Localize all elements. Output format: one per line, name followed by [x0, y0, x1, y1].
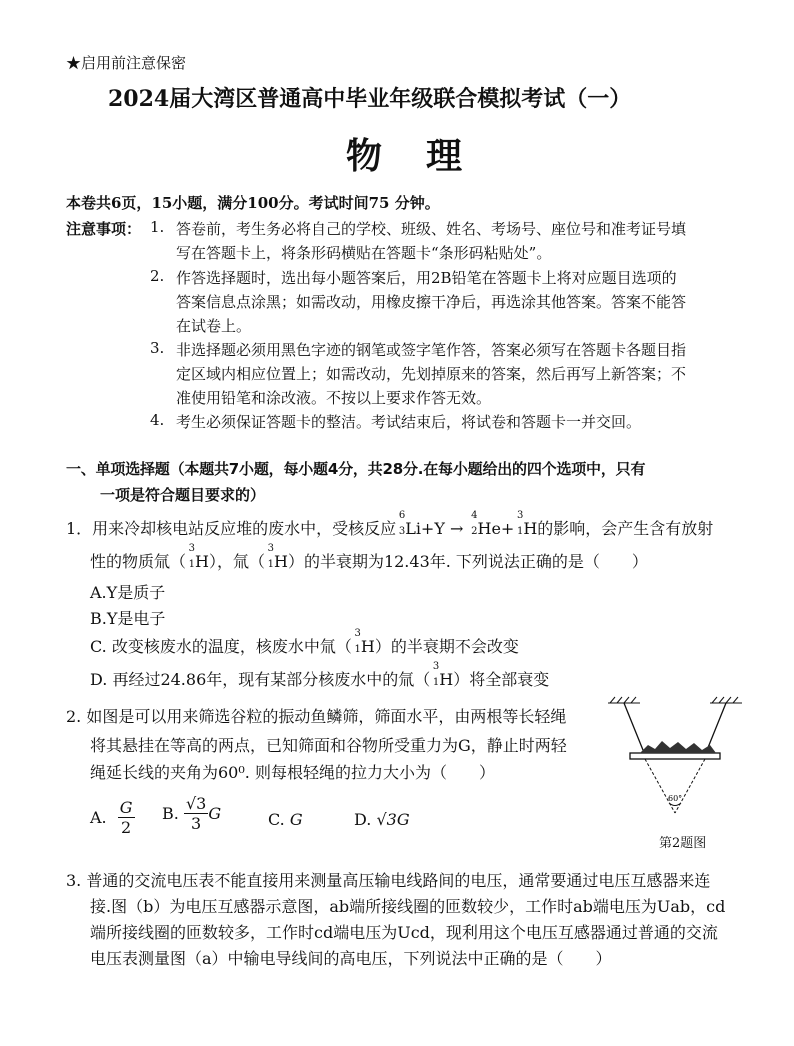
subject-title: 物 理 — [346, 135, 467, 177]
question-1-stem-line2: 性的物质氚（ 3 1 H），氚（ 3 1 H）的半衰期为12.43年. 下列说法正确的是（ ） — [90, 543, 648, 571]
question-3-line: 端所接线圈的匝数较多，工作时cd端电压为Ucd，现利用这个电压互感器通过普通的交流 — [90, 923, 718, 942]
sieve-surface — [630, 753, 720, 759]
option-b[interactable]: B.Y是电子 — [90, 609, 166, 628]
question-3-line: 电压表测量图（a）中输电导线间的高电压，下列说法中正确的是（ ） — [90, 949, 612, 968]
q1-stem-text: 1．用来冷却核电站反应堆的废水中，受核反应 — [66, 519, 397, 538]
note-line: 答卷前，考生务必将自己的学校、班级、姓名、考场号、座位号和准考证号填 — [176, 220, 687, 238]
right-extension — [675, 759, 705, 813]
question-3-line: 接.图（b）为电压互感器示意图，ab端所接线圈的匝数较少，工作时ab端电压为Uab，cd — [90, 897, 726, 916]
exam-title: 2024届大湾区普通高中毕业年级联合模拟考试（一） — [108, 86, 632, 112]
isotope-h: 3 1 — [354, 628, 361, 655]
note-line: 作答选择题时，选出每小题答案后，用2B铅笔在答题卡上将对应题目选项的 — [176, 269, 677, 287]
left-ceiling-hatch — [608, 697, 640, 703]
note-line: 非选择题必须用黑色字迹的钢笔或签字笔作答，答案必须写在答题卡各题目指 — [176, 341, 687, 359]
left-extension — [645, 759, 675, 813]
q2-option-c[interactable]: C. G — [268, 810, 303, 829]
q2-option-d[interactable]: D. √3G — [354, 810, 410, 829]
grain-pile — [640, 741, 716, 753]
left-rope — [624, 703, 645, 755]
q2-option-b[interactable]: B. $\frac{√3}{3}$ G — [162, 794, 222, 833]
note-line: 写在答题卡上，将条形码横贴在答题卡“条形码粘贴处”。 — [176, 244, 552, 262]
question-2-line: 2. 如图是可以用来筛选谷粒的振动鱼鳞筛，筛面水平，由两根等长轻绳 — [66, 707, 567, 726]
notes-label: 注意事项： — [66, 220, 142, 238]
isotope-h: 3 1 — [267, 543, 274, 570]
figure-caption: 第2题图 — [659, 836, 707, 851]
isotope-h: 3 1 — [516, 510, 524, 537]
option-c[interactable]: C. 改变核废水的温度，核废水中氚（ 3 1 H）的半衰期不会改变 — [90, 628, 519, 656]
question-2-line: 绳延长线的夹角为60⁰. 则每根轻绳的拉力大小为（ ） — [90, 763, 495, 782]
option-d[interactable]: D. 再经过24.86年，现有某部分核废水中的氚（ 3 1 H）将全部衰变 — [90, 661, 550, 689]
isotope-he: 4 2 — [471, 510, 478, 537]
isotope-h: 3 1 — [432, 661, 440, 688]
q2-option-a[interactable]: A. $\frac{G}{2}$ — [90, 798, 133, 837]
note-number: 3. — [150, 339, 165, 357]
note-number: 4. — [150, 411, 165, 429]
note-number: 2. — [150, 267, 165, 285]
secret-mark: ★启用前注意保密 — [66, 54, 187, 72]
note-number: 1. — [150, 218, 165, 236]
section-heading-cont: 一项是符合题目要求的） — [100, 486, 266, 504]
exam-summary: 本卷共6页，15小题，满分100分。考试时间75 分钟。 — [66, 194, 440, 212]
note-line: 考生必须保证答题卡的整洁。考试结束后，将试卷和答题卡一并交回。 — [176, 413, 642, 431]
question-3-line: 3. 普通的交流电压表不能直接用来测量高压输电线路间的电压，通常要通过电压互感器来连 — [66, 871, 711, 890]
note-line: 在试卷上。 — [176, 317, 252, 335]
question-1-stem: 1．用来冷却核电站反应堆的废水中，受核反应 6 3 Li+Y → 4 2 He+ 3 1 H的影响，会产生含有放射 — [66, 510, 714, 538]
isotope-h: 3 1 — [188, 543, 196, 570]
right-ceiling-hatch — [710, 697, 742, 703]
reaction-arrow-icon: → — [450, 519, 464, 538]
question-2-line: 将其悬挂在等高的两点，已知筛面和谷物所受重力为G，静止时两轻 — [90, 736, 567, 755]
note-line: 答案信息点涂黑；如需改动，用橡皮擦干净后，再选涂其他答案。答案不能答 — [176, 293, 687, 311]
option-a[interactable]: A.Y是质子 — [90, 583, 166, 602]
note-line: 准使用铅笔和涂改液。不按以上要求作答无效。 — [176, 389, 492, 407]
section-heading: 一、单项选择题（本题共7小题，每小题4分，共28分.在每小题给出的四个选项中，只有 — [66, 460, 646, 478]
angle-label: 60° — [668, 794, 683, 803]
sieve-figure — [600, 695, 750, 830]
note-line: 定区域内相应位置上；如需改动，先划掉原来的答案，然后再写上新答案；不 — [176, 365, 687, 383]
isotope-li: 6 3 — [398, 510, 406, 537]
